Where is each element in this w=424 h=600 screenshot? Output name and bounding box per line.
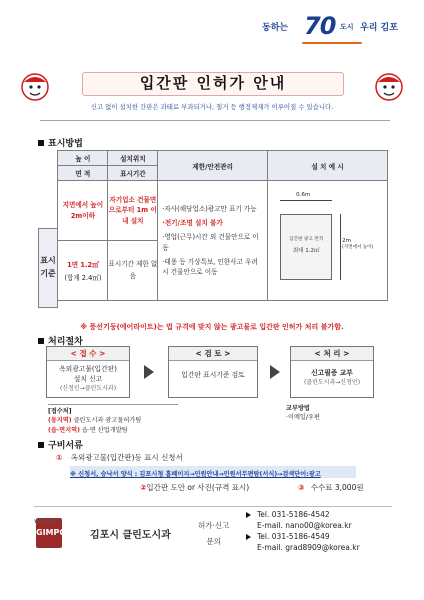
- width-label: 0.6m: [296, 191, 311, 198]
- square-bullet-icon: [38, 140, 44, 146]
- logo-swoosh: [302, 42, 362, 44]
- diagram-inner-area: 최대 1.2㎡: [292, 247, 320, 254]
- height-line: [340, 214, 341, 280]
- document-item-1: ① 옥외광고물(입간판)등 표시 신청서: [56, 453, 183, 462]
- display-method-table: [38, 150, 388, 301]
- restriction-4: ·태풍 등 기상특보, 인한사고 우려시 건물안으로 이동: [162, 257, 258, 276]
- header-restriction: 제한/안전관리: [158, 151, 268, 181]
- restriction-cell: [158, 181, 268, 301]
- document-item-3: ③ 수수료 3,000원: [298, 483, 364, 492]
- reception-box: [접수처] (동지역) 클린도시과 광고물허가팀 (읍·면지역) 읍·면 산업개발팀: [48, 404, 178, 435]
- arrow-right-icon: [270, 365, 280, 379]
- triangle-bullet-icon: [246, 534, 251, 540]
- seventy-logo: 70: [304, 12, 336, 40]
- restriction-2: ·전기/조명 설치 불가: [162, 219, 223, 228]
- slogan-right: 우리 김포: [360, 23, 398, 33]
- triangle-bullet-icon: [246, 512, 251, 518]
- diagram-inner-label: 입간판 광고 면적: [289, 236, 324, 242]
- page-title: 입간판 인허가 안내: [82, 72, 344, 96]
- mascot-left-icon: [18, 70, 52, 104]
- gimpo-logo: YOU ARE GIMPO: [36, 518, 62, 548]
- contact-1: Tel. 031-5186-4542 E-mail. nano00@korea.kr: [246, 510, 352, 532]
- area-note: (합계 2.4㎡): [64, 274, 102, 282]
- email-link[interactable]: E-mail. grad8909@korea.kr: [257, 542, 360, 552]
- procedure-heading: 처리절차: [38, 334, 83, 347]
- arrow-right-icon: [144, 365, 154, 379]
- notice-text: 신고 없이 설치한 간판은 과태료 부과되거나, 철거 등 행정제재가 이루어질 수 있습니다.: [90, 103, 334, 111]
- square-bullet-icon: [38, 338, 44, 344]
- email-link[interactable]: E-mail. nano00@korea.kr: [257, 520, 352, 530]
- example-cell: [268, 181, 388, 301]
- step-process: < 처 리 > 신고필증 교부 (클린도시과→신청인): [290, 346, 374, 398]
- area-value: 1면 1.2㎡: [67, 261, 99, 269]
- header-location: 설치위치: [108, 151, 158, 166]
- delivery-box: 교부방법 ·이메일/우편: [286, 405, 320, 422]
- mascot-right-icon: [372, 70, 406, 104]
- signboard-diagram: [268, 191, 387, 286]
- header-period: 표시기간: [108, 166, 158, 181]
- location-value: 자기업소 건물면으로부터 1m 이내 설치: [108, 181, 158, 241]
- height-value: 지면에서 높이 2m이하: [58, 181, 108, 241]
- period-value: 표시기간 제한 없음: [108, 241, 158, 301]
- area-cell: [58, 241, 108, 301]
- width-line: [280, 200, 332, 201]
- document-item-2: ②입간판 도안 or 사진(규격 표시): [140, 483, 250, 492]
- header: [0, 0, 424, 78]
- inquiry-label: 허가·신고 문의: [198, 521, 230, 546]
- contact-2: Tel. 031-5186-4549 E-mail. grad8909@korea.kr: [246, 532, 360, 554]
- side-label: 표시 기준: [38, 228, 58, 308]
- city-logo: [262, 14, 412, 48]
- height-label: 2m (지면에서 높이): [342, 237, 374, 251]
- dosi-label: 도시: [340, 23, 354, 31]
- divider: [40, 120, 390, 121]
- step-review: < 검 토 > 입간판 표시기준 검토: [168, 346, 258, 398]
- department-name: 김포시 클린도시과: [90, 530, 171, 541]
- restriction-1: ·자사(해당업소)광고만 표기 가능: [162, 204, 257, 213]
- header-example: 설 치 예 시: [268, 151, 388, 181]
- form-path-text: ※ 신청서, 승낙서 양식 : 김포시청 홈페이지→민원안내→민원서무편람(서식)→검색단어:광고: [70, 471, 321, 478]
- display-method-heading: 표시방법: [38, 136, 83, 149]
- header-height: 높 이: [58, 151, 108, 166]
- slogan-left: 동하는: [262, 23, 289, 33]
- square-bullet-icon: [38, 442, 44, 448]
- documents-heading: 구비서류: [38, 438, 83, 451]
- header-area: 면 적: [58, 166, 108, 181]
- restriction-3: ·영업(근무)시간 외 건물안으로 이동: [162, 233, 259, 252]
- step-receive: < 접 수 > 옥외광고물(입간판) 설치 신고 (신청인→클린도시과): [46, 346, 130, 398]
- warning-text: ※ 풍선기둥(에어라이트)는 법 규격에 맞지 않는 광고물로 입간판 인허가 처리 불가함.: [80, 323, 344, 331]
